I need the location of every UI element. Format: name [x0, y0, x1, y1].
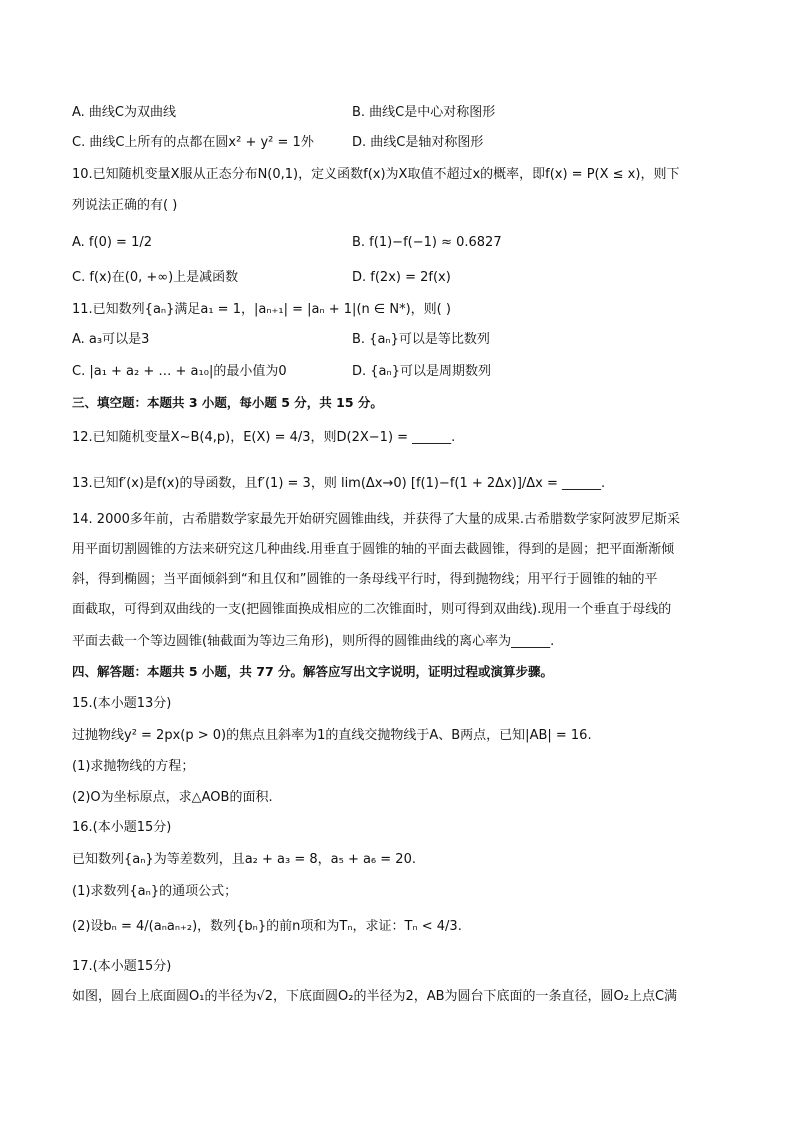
q14-line2: 用平面切割圆锥的方法来研究这几种曲线.用垂直于圆锥的轴的平面去截圆锥，得到的是圆；把平面渐渐倾 — [72, 542, 675, 557]
q13: 13.已知f′(x)是f(x)的导函数，且f′(1) = 3，则 lim(Δx→0) [f(1)−f(1 + 2Δx)]/Δx = ______. — [72, 476, 606, 491]
section-3-heading: 三、填空题：本题共 3 小题，每小题 5 分，共 15 分。 — [72, 395, 383, 410]
q15-part2: (2)O为坐标原点，求△AOB的面积. — [72, 790, 273, 805]
q14-line1: 14. 2000多年前，古希腊数学家最先开始研究圆锥曲线，并获得了大量的成果.古希腊数学家阿波罗尼斯采 — [72, 512, 681, 527]
q14-line4: 面截取，可得到双曲线的一支(把圆锥面换成相应的二次锥面时，则可得到双曲线).现用一个垂直于母线的 — [72, 602, 672, 617]
q14-line5: 平面去截一个等边圆锥(轴截面为等边三角形)，则所得的圆锥曲线的离心率为______. — [72, 634, 555, 649]
q9-option-c: C. 曲线C上所有的点都在圆x² + y² = 1外 — [72, 135, 314, 150]
q10-option-d: D. f(2x) = 2f(x) — [352, 270, 451, 285]
q10-stem-line1: 10.已知随机变量X服从正态分布N(0,1)，定义函数f(x)为X取值不超过x的概率，即f(x) = P(X ≤ x)，则下 — [72, 167, 680, 182]
q16-part2: (2)设bₙ = 4/(aₙaₙ₊₂)，数列{bₙ}的前n项和为Tₙ，求证：Tₙ < 4/3. — [72, 919, 462, 934]
section-4-heading: 四、解答题：本题共 5 小题，共 77 分。解答应写出文字说明，证明过程或演算步骤。 — [72, 664, 554, 679]
q15-stem: 过抛物线y² = 2px(p > 0)的焦点且斜率为1的直线交抛物线于A、B两点，已知|AB| = 16. — [72, 728, 592, 743]
q16-header: 16.(本小题15分) — [72, 820, 172, 835]
q15-part1: (1)求抛物线的方程； — [72, 759, 195, 774]
q9-option-a: A. 曲线C为双曲线 — [72, 105, 177, 120]
q11-option-c: C. |a₁ + a₂ + … + a₁₀|的最小值为0 — [72, 364, 287, 379]
q17-header: 17.(本小题15分) — [72, 959, 172, 974]
q10-option-a: A. f(0) = 1/2 — [72, 235, 152, 250]
q12: 12.已知随机变量X∼B(4,p)，E(X) = 4/3，则D(2X−1) = ______. — [72, 430, 456, 445]
q10-stem-line2: 列说法正确的有( ) — [72, 198, 178, 213]
q11-stem: 11.已知数列{aₙ}满足a₁ = 1，|aₙ₊₁| = |aₙ + 1|(n ∈ N*)，则( ) — [72, 302, 451, 317]
q9-option-b: B. 曲线C是中心对称图形 — [352, 105, 496, 120]
q11-option-b: B. {aₙ}可以是等比数列 — [352, 332, 490, 347]
q17-stem: 如图，圆台上底面圆O₁的半径为√2，下底面圆O₂的半径为2，AB为圆台下底面的一条直径，圆O₂上点C满 — [72, 989, 678, 1004]
q11-option-a: A. a₃可以是3 — [72, 332, 150, 347]
q10-option-b: B. f(1)−f(−1) ≈ 0.6827 — [352, 235, 502, 250]
q16-part1: (1)求数列{aₙ}的通项公式； — [72, 884, 238, 899]
q16-stem: 已知数列{aₙ}为等差数列，且a₂ + a₃ = 8，a₅ + a₆ = 20. — [72, 852, 416, 867]
q9-option-d: D. 曲线C是轴对称图形 — [352, 135, 484, 150]
q10-option-c: C. f(x)在(0, +∞)上是减函数 — [72, 270, 239, 285]
q14-line3: 斜，得到椭圆；当平面倾斜到“和且仅和”圆锥的一条母线平行时，得到抛物线；用平行于圆锥的轴的平 — [72, 572, 658, 587]
q15-header: 15.(本小题13分) — [72, 696, 172, 711]
q11-option-d: D. {aₙ}可以是周期数列 — [352, 364, 491, 379]
